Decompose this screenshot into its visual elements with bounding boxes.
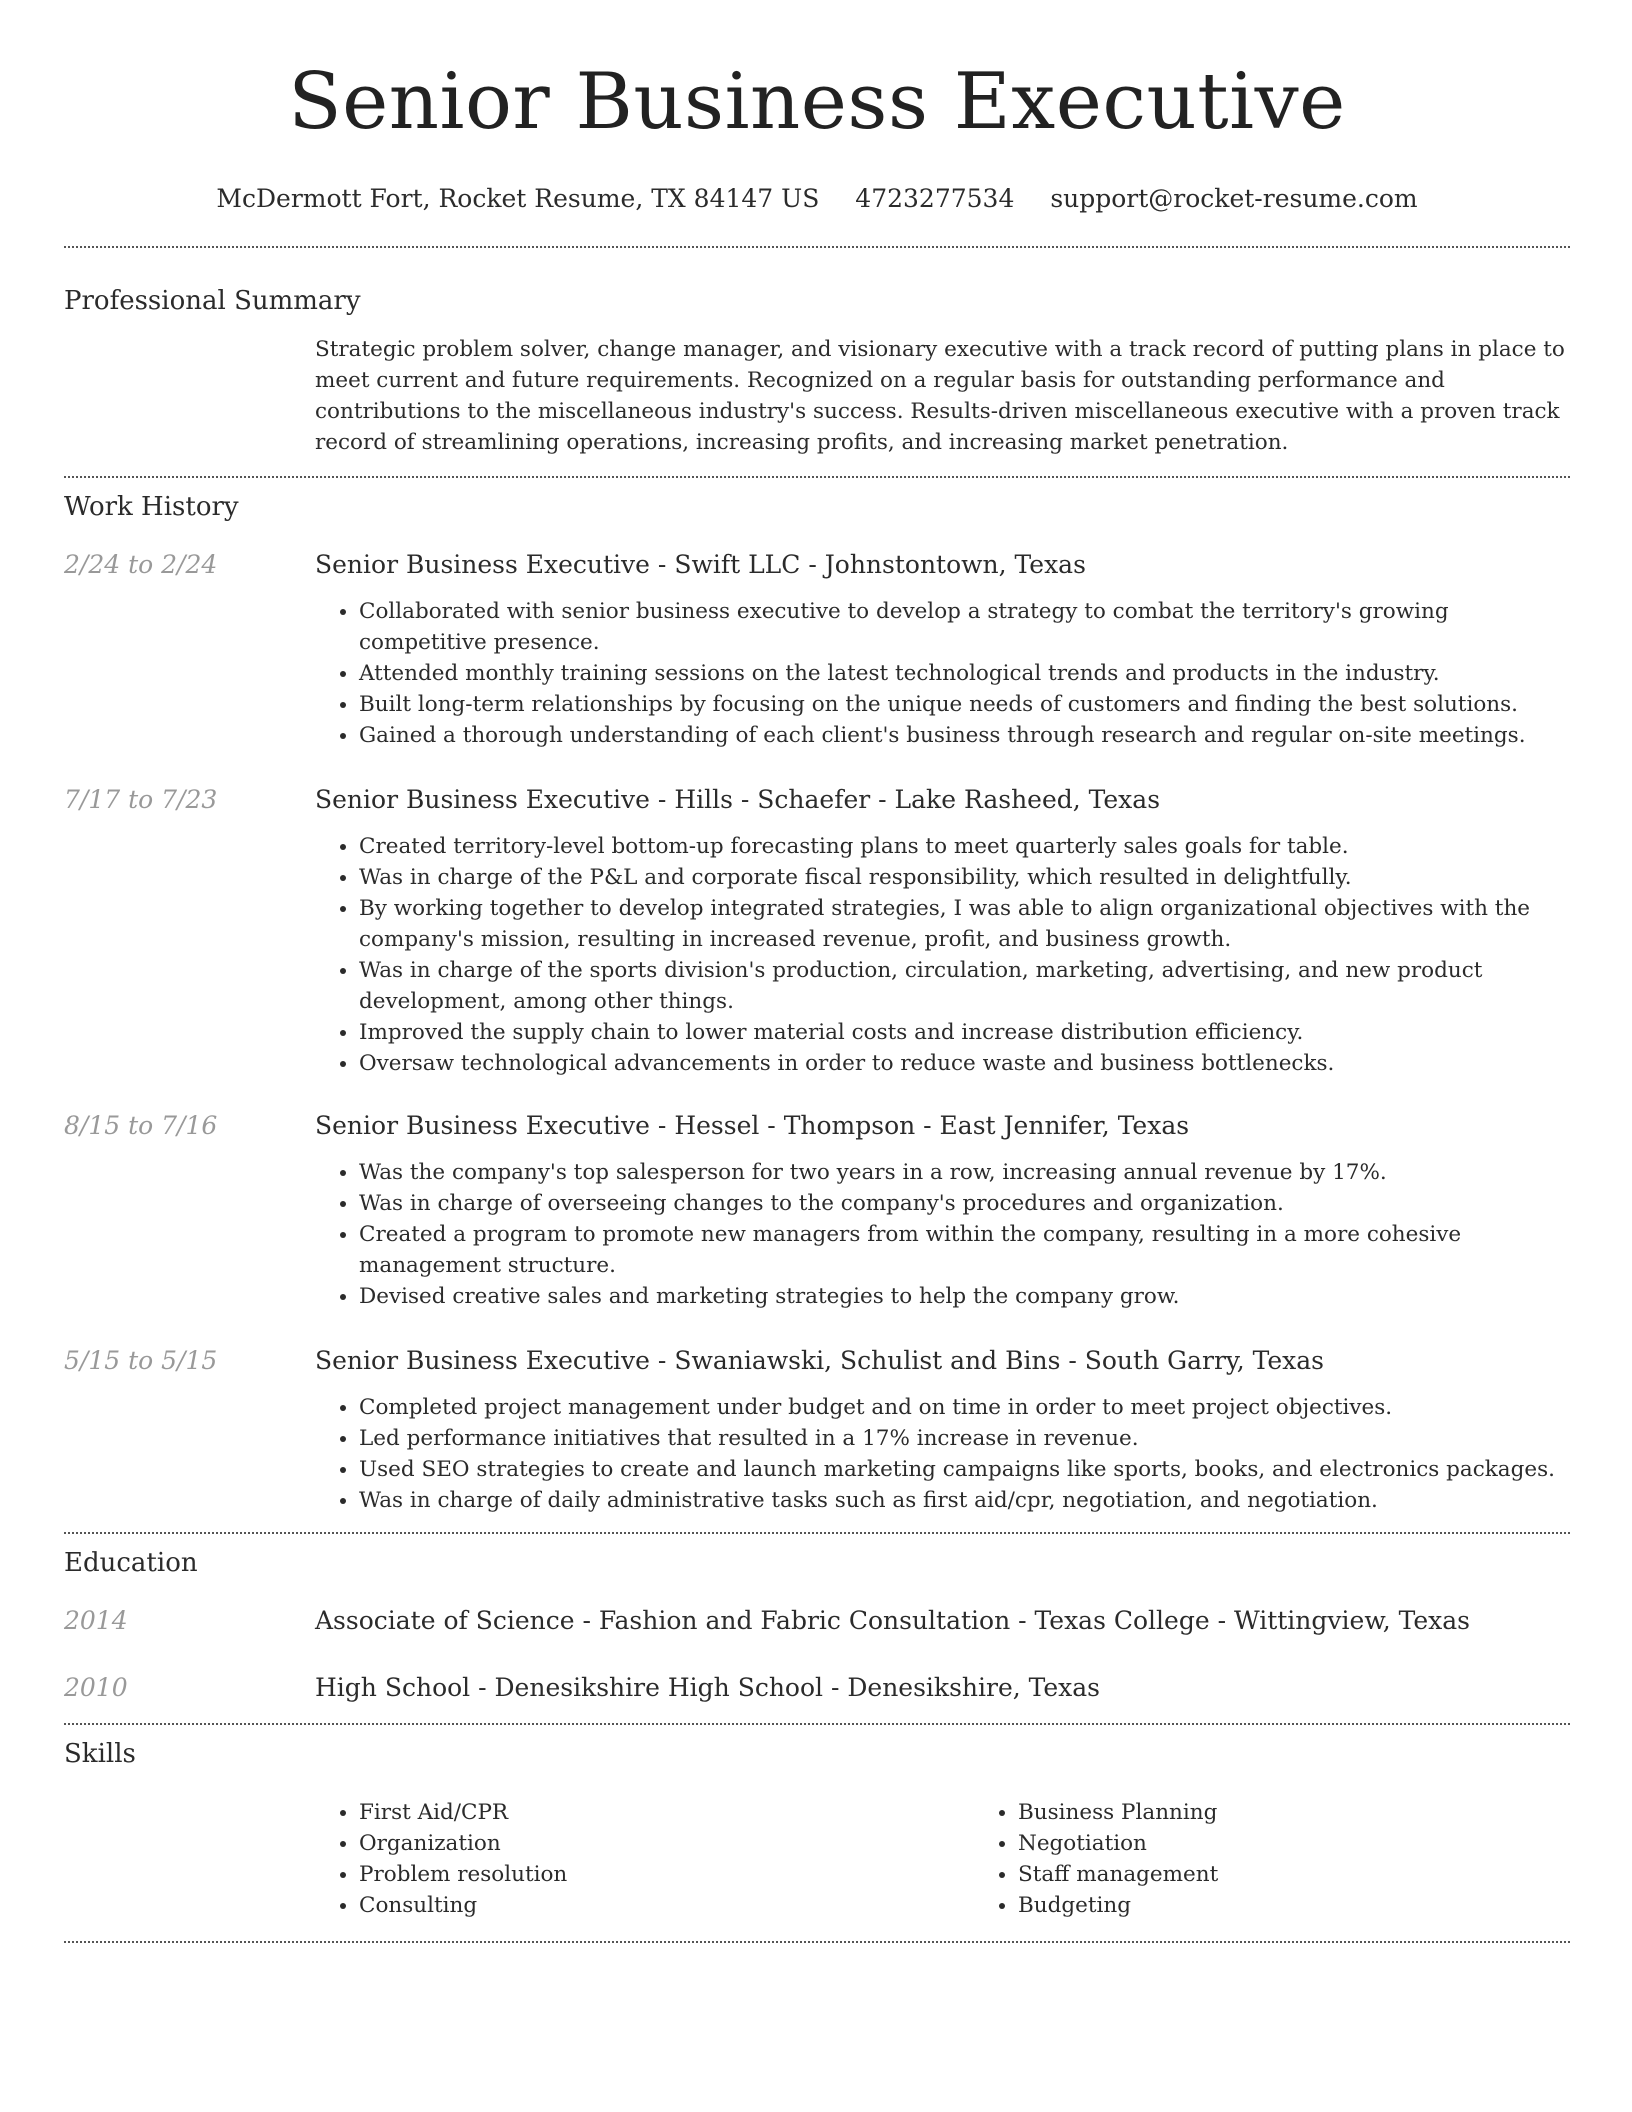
job-title: Senior Business Executive - Hills - Schaefer - Lake Rasheed, Texas [315, 785, 1161, 814]
section-title-education: Education [64, 1548, 198, 1578]
education-entry [64, 1671, 1570, 1705]
list-item: • Improved the supply chain to lower material costs and increase distribution efficiency. [359, 1017, 1570, 1048]
job-bullets [315, 831, 1570, 1079]
section-title-summary: Professional Summary [64, 286, 361, 316]
list-item: • Completed project management under budget and on time in order to meet project objectives. [359, 1392, 1570, 1423]
list-item: • Used SEO strategies to create and launch marketing campaigns like sports, books, and electronics packages. [359, 1454, 1570, 1485]
job-entry [64, 783, 1570, 1079]
education-degree: Associate of Science - Fashion and Fabric Consultation - Texas College - Wittingview, Texas [315, 1606, 1471, 1635]
skills-grid [315, 1797, 1632, 1921]
contact-email: support@rocket-resume.com [1050, 184, 1418, 213]
list-item: • Attended monthly training sessions on the latest technological trends and products in the industry. [359, 658, 1570, 689]
work-section [64, 490, 1570, 1516]
list-item: • Was in charge of overseeing changes to the company's procedures and organization. [359, 1188, 1570, 1219]
education-section [64, 1546, 1570, 1705]
list-item: • Gained a thorough understanding of each client's business through research and regular on-site meetings. [359, 720, 1570, 751]
divider [64, 476, 1570, 478]
job-dates: 5/15 to 5/15 [64, 1346, 218, 1375]
job-title: Senior Business Executive - Hessel - Thompson - East Jennifer, Texas [315, 1111, 1190, 1140]
job-entry [64, 1344, 1570, 1516]
education-degree: High School - Denesikshire High School - Denesikshire, Texas [315, 1673, 1100, 1702]
job-entry [64, 548, 1570, 751]
divider [64, 1941, 1570, 1943]
contact-info [64, 182, 1570, 216]
job-bullets [315, 596, 1570, 751]
list-item: • Negotiation [1018, 1828, 1632, 1859]
job-dates: 2/24 to 2/24 [64, 550, 218, 579]
list-item: • Collaborated with senior business executive to develop a strategy to combat the territory's growing competitive presence. [359, 596, 1570, 658]
education-entry [64, 1604, 1570, 1638]
list-item: • By working together to develop integrated strategies, I was able to align organizational objectives with the company's mission, resulting in increased revenue, profit, and business growth. [359, 893, 1570, 955]
job-bullets [315, 1392, 1570, 1516]
job-dates: 7/17 to 7/23 [64, 785, 218, 814]
divider [64, 246, 1570, 248]
summary-text: Strategic problem solver, change manager, and visionary executive with a track record of putting plans in place to meet current and future requirements. Recognized on a regular basis for outstanding performance and contributions to the miscellaneous industry's success. Results-driven miscellaneous executive with a proven track record of streamlining operations, increasing profits, and increasing market penetration. [315, 337, 1565, 455]
skills-section [64, 1737, 1570, 1921]
contact-phone: 4723277534 [855, 184, 1015, 213]
list-item: • Oversaw technological advancements in order to reduce waste and business bottlenecks. [359, 1048, 1570, 1079]
list-item: • First Aid/CPR [359, 1797, 974, 1828]
divider [64, 1723, 1570, 1725]
summary-section [64, 284, 1570, 458]
page-title: Senior Business Executive [288, 57, 1346, 147]
education-year: 2010 [64, 1673, 128, 1702]
list-item: • Created territory-level bottom-up forecasting plans to meet quarterly sales goals for table. [359, 831, 1570, 862]
list-item: • Was in charge of daily administrative tasks such as first aid/cpr, negotiation, and negotiation. [359, 1485, 1570, 1516]
list-item: • Was the company's top salesperson for two years in a row, increasing annual revenue by 17%. [359, 1157, 1570, 1188]
divider [64, 1532, 1570, 1534]
list-item: • Devised creative sales and marketing strategies to help the company grow. [359, 1281, 1570, 1312]
contact-address: McDermott Fort, Rocket Resume, TX 84147 US [216, 184, 820, 213]
list-item: • Organization [359, 1828, 974, 1859]
skills-list-right [974, 1797, 1632, 1921]
job-title: Senior Business Executive - Swaniawski, Schulist and Bins - South Garry, Texas [315, 1346, 1324, 1375]
job-entry [64, 1109, 1570, 1312]
section-title-work: Work History [64, 492, 239, 522]
skills-list-left [315, 1797, 974, 1921]
list-item: • Problem resolution [359, 1859, 974, 1890]
job-bullets [315, 1157, 1570, 1312]
list-item: • Staff management [1018, 1859, 1632, 1890]
education-year: 2014 [64, 1606, 128, 1635]
section-title-skills: Skills [64, 1739, 136, 1769]
list-item: • Led performance initiatives that resulted in a 17% increase in revenue. [359, 1423, 1570, 1454]
list-item: • Consulting [359, 1890, 974, 1921]
list-item: • Budgeting [1018, 1890, 1632, 1921]
list-item: • Was in charge of the P&L and corporate fiscal responsibility, which resulted in delightfully. [359, 862, 1570, 893]
list-item: • Was in charge of the sports division's production, circulation, marketing, advertising, and new product development, among other things. [359, 955, 1570, 1017]
list-item: • Business Planning [1018, 1797, 1632, 1828]
job-dates: 8/15 to 7/16 [64, 1111, 218, 1140]
list-item: • Built long-term relationships by focusing on the unique needs of customers and finding the best solutions. [359, 689, 1570, 720]
job-title: Senior Business Executive - Swift LLC - Johnstontown, Texas [315, 550, 1086, 579]
list-item: • Created a program to promote new managers from within the company, resulting in a more cohesive management structure. [359, 1219, 1570, 1281]
